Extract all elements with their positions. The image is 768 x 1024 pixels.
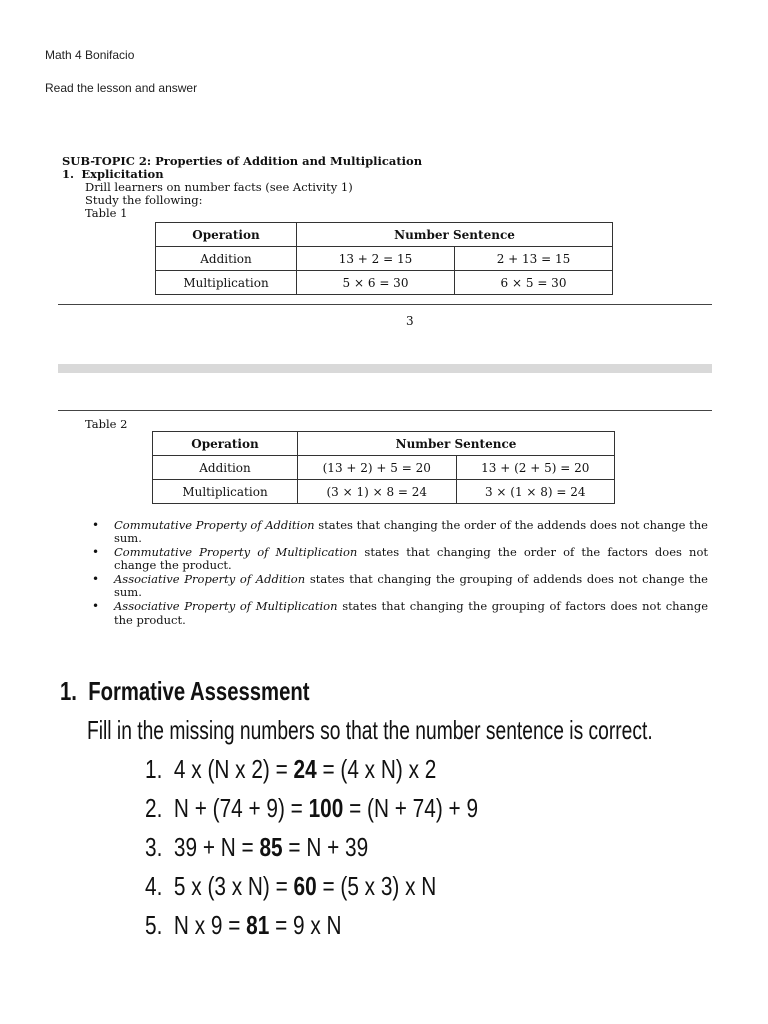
item-number: 2.	[145, 793, 163, 823]
item-number: 3.	[145, 832, 163, 862]
item-left: 4 x (N x 2) =	[173, 754, 294, 784]
table2-cell: Addition	[153, 456, 298, 480]
item-answer: 85	[259, 832, 283, 862]
table1-cell: 6 × 5 = 30	[455, 271, 613, 295]
table1-cell: Addition	[156, 247, 297, 271]
table1-cell: 2 + 13 = 15	[455, 247, 613, 271]
item-answer: 100	[308, 793, 344, 823]
table2-header-number-sentence: Number Sentence	[298, 432, 615, 456]
study-line: Study the following:	[85, 193, 203, 207]
table-row	[153, 456, 615, 480]
assessment-item-3	[145, 832, 368, 863]
property-text: states that changing the grouping of factors does not change the product.	[114, 599, 709, 627]
table-1	[155, 222, 613, 295]
item-left: N x 9 =	[173, 910, 247, 940]
item-right: = (N + 74) + 9	[343, 793, 479, 823]
table1-header-number-sentence: Number Sentence	[297, 223, 613, 247]
property-term: Commutative Property of Multiplication	[114, 545, 358, 560]
property-list	[88, 519, 708, 627]
property-term: Associative Property of Multiplication	[114, 599, 338, 614]
item-right: = N + 39	[282, 832, 369, 862]
document-author-line: Math 4 Bonifacio	[45, 48, 135, 62]
list-item	[88, 546, 708, 573]
assessment-item-1	[145, 754, 436, 785]
lesson-excerpt	[62, 155, 422, 220]
property-text: states that changing the grouping of addends does not change the sum.	[114, 572, 708, 600]
table2-cell: (3 × 1) × 8 = 24	[298, 480, 457, 504]
table2-cell: (13 + 2) + 5 = 20	[298, 456, 457, 480]
bullet-icon: •	[92, 572, 100, 587]
table2-cell: 3 × (1 × 8) = 24	[456, 480, 615, 504]
bullet-icon: •	[92, 518, 100, 532]
page-number: 3	[406, 314, 414, 328]
item-number: 5.	[145, 910, 163, 940]
property-term: Commutative Property of Addition	[114, 518, 315, 532]
table-row	[153, 480, 615, 504]
property-text: states that changing the order of the addends does not change the sum.	[114, 518, 708, 546]
table-2	[152, 431, 615, 504]
table2-cell: Multiplication	[153, 480, 298, 504]
section-number: 1.	[62, 167, 75, 181]
assessment-item-5	[145, 910, 342, 941]
assessment-title: Formative Assessment	[88, 676, 310, 706]
item-answer: 81	[246, 910, 270, 940]
item-left: N + (74 + 9) =	[173, 793, 309, 823]
property-term: Associative Property of Addition	[114, 572, 306, 587]
table1-header-operation: Operation	[156, 223, 297, 247]
table1-cell: 5 × 6 = 30	[297, 271, 455, 295]
item-right: = (4 x N) x 2	[316, 754, 437, 784]
list-item	[88, 600, 708, 627]
item-right: = 9 x N	[269, 910, 342, 940]
table1-label: Table 1	[85, 206, 128, 220]
list-item	[88, 519, 708, 546]
assessment-number: 1.	[60, 676, 77, 706]
table1-cell: Multiplication	[156, 271, 297, 295]
list-item	[88, 573, 708, 600]
table-row	[156, 247, 613, 271]
item-right: = (5 x 3) x N	[316, 871, 437, 901]
section-title: Explicitation	[81, 167, 164, 181]
property-text: states that changing the order of the factors does not change the product.	[114, 545, 708, 573]
page-break-bar	[58, 364, 712, 373]
table2-label: Table 2	[85, 417, 128, 431]
assessment-instruction: Fill in the missing numbers so that the number sentence is correct.	[87, 715, 653, 745]
bullet-icon: •	[92, 545, 100, 560]
table2-header-operation: Operation	[153, 432, 298, 456]
item-answer: 60	[293, 871, 317, 901]
subtopic-heading: SUB-TOPIC 2: Properties of Addition and Multiplication	[62, 154, 423, 168]
assessment-heading	[60, 676, 309, 707]
table-row	[156, 271, 613, 295]
item-left: 5 x (3 x N) =	[173, 871, 294, 901]
page-top-line	[58, 410, 712, 411]
item-number: 1.	[145, 754, 163, 784]
bullet-icon: •	[92, 599, 100, 614]
page-divider-line	[58, 304, 712, 305]
item-number: 4.	[145, 871, 163, 901]
assessment-item-4	[145, 871, 436, 902]
assessment-item-2	[145, 793, 478, 824]
drill-line: Drill learners on number facts (see Activity 1)	[85, 180, 353, 194]
item-answer: 24	[293, 754, 317, 784]
table2-cell: 13 + (2 + 5) = 20	[456, 456, 615, 480]
item-left: 39 + N =	[173, 832, 260, 862]
instruction-line: Read the lesson and answer	[45, 81, 198, 95]
table1-cell: 13 + 2 = 15	[297, 247, 455, 271]
